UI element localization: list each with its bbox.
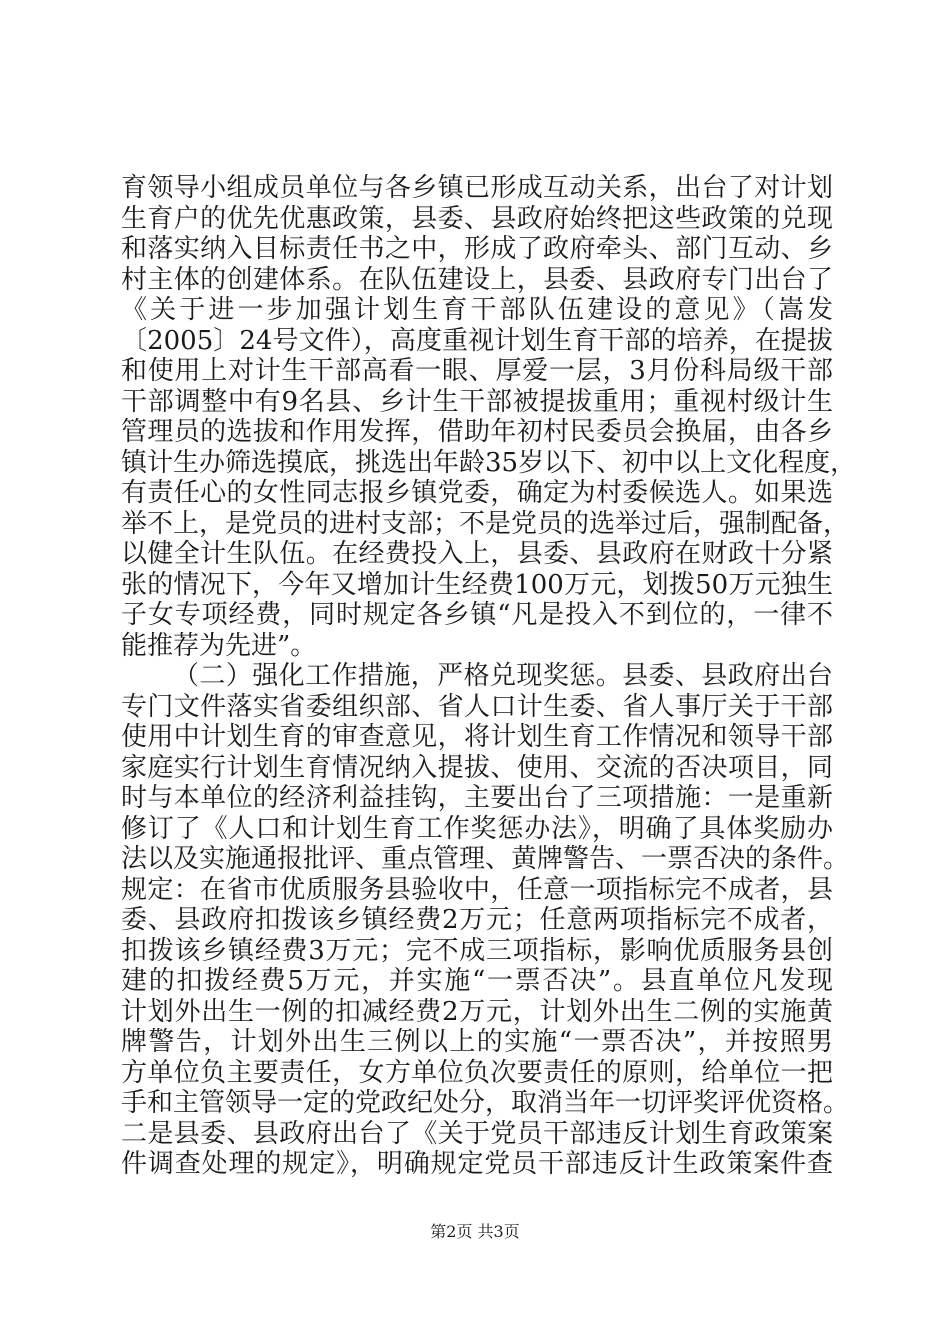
- body-line: 和使用上对计生干部高看一眼、厚爱一层，3月份科局级干部: [121, 356, 833, 386]
- body-line: 时与本单位的经济利益挂钩，主要出台了三项措施：一是重新: [121, 783, 833, 813]
- body-line: 干部调整中有9名县、乡计生干部被提拔重用；重视村级计生: [121, 386, 833, 417]
- body-line: 专门文件落实省委组织部、省人口计生委、省人事厅关于干部: [121, 691, 833, 722]
- body-line: 〔2005〕24号文件），高度重视计划生育干部的培养，在提拔: [121, 325, 833, 356]
- page-number-footer: 第2页 共3页: [430, 1222, 520, 1241]
- body-line: 和落实纳入目标责任书之中，形成了政府牵头、部门互动、乡: [121, 234, 833, 264]
- body-line: 方单位负主要责任，女方单位负次要责任的原则，给单位一把: [121, 1057, 833, 1088]
- body-line: 使用中计划生育的审查意见，将计划生育工作情况和领导干部: [121, 722, 833, 752]
- body-line: 以健全计生队伍。在经费投入上，县委、县政府在财政十分紧: [121, 539, 833, 569]
- body-line: 计划外出生一例的扣减经费2万元，计划外出生二例的实施黄: [121, 996, 833, 1027]
- body-line: 育领导小组成员单位与各乡镇已形成互动关系，出台了对计划: [121, 173, 833, 203]
- body-line: 牌警告，计划外出生三例以上的实施“一票否决”，并按照男: [121, 1027, 833, 1057]
- body-line: 《关于进一步加强计划生育干部队伍建设的意见》（嵩发: [121, 295, 833, 325]
- body-line: 张的情况下，今年又增加计生经费100万元，划拨50万元独生: [121, 569, 833, 600]
- body-line: 委、县政府扣拨该乡镇经费2万元；任意两项指标完不成者，: [121, 905, 833, 935]
- body-line: 能推荐为先进”。: [121, 630, 317, 661]
- body-line: 家庭实行计划生育情况纳入提拔、使用、交流的否决项目，同: [121, 752, 833, 783]
- body-line: 镇计生办筛选摸底，挑选出年龄35岁以下、初中以上文化程度，: [121, 447, 857, 478]
- body-line: 修订了《人口和计划生育工作奖惩办法》，明确了具体奖励办: [121, 813, 833, 844]
- body-line: 有责任心的女性同志报乡镇党委，确定为村委候选人。如果选: [121, 478, 833, 508]
- body-line: 生育户的优先优惠政策，县委、县政府始终把这些政策的兑现: [121, 203, 833, 234]
- body-line: 管理员的选拔和作用发挥，借助年初村民委员会换届，由各乡: [121, 417, 833, 447]
- body-line: 手和主管领导一定的党政纪处分，取消当年一切评奖评优资格。: [121, 1088, 850, 1118]
- body-line: 建的扣拨经费5万元，并实施“一票否决”。县直单位凡发现: [121, 966, 833, 996]
- body-line: 子女专项经费，同时规定各乡镇“凡是投入不到位的，一律不: [121, 600, 833, 630]
- section-heading-line: （二）强化工作措施，严格兑现奖惩。县委、县政府出台: [173, 661, 833, 691]
- document-body: [121, 173, 857, 1180]
- body-line: 村主体的创建体系。在队伍建设上，县委、县政府专门出台了: [121, 264, 833, 295]
- body-line: 规定：在省市优质服务县验收中，任意一项指标完不成者，县: [121, 874, 833, 905]
- body-line: 二是县委、县政府出台了《关于党员干部违反计划生育政策案: [121, 1118, 833, 1149]
- body-line: 件调查处理的规定》，明确规定党员干部违反计生政策案件查: [121, 1149, 833, 1179]
- body-line: 扣拨该乡镇经费3万元；完不成三项指标，影响优质服务县创: [121, 935, 833, 966]
- body-line: 法以及实施通报批评、重点管理、黄牌警告、一票否决的条件。: [121, 844, 850, 874]
- body-line: 举不上，是党员的进村支部；不是党员的选举过后，强制配备，: [121, 508, 850, 539]
